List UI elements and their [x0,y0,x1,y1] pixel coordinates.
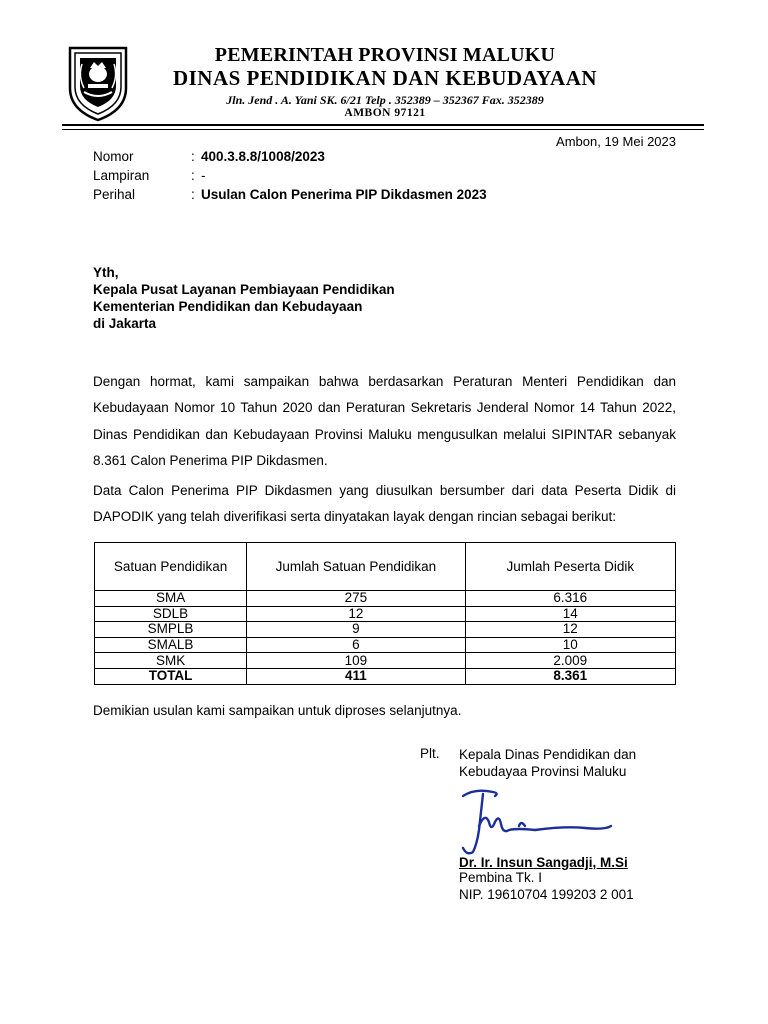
table-cell: SDLB [95,606,247,622]
table-cell: 6.316 [465,591,675,607]
closing-sentence: Demikian usulan kami sampaikan untuk diproses selanjutnya. [93,703,462,718]
table-row [95,637,676,653]
table-cell: 9 [247,622,465,638]
meta-row-lampiran [93,168,487,187]
letter-meta [93,149,487,206]
letterhead-rule-thin [62,129,704,130]
meta-value-lampiran: - [201,168,206,183]
table-row [95,606,676,622]
letterhead-city: AMBON 97121 [344,107,426,119]
addressee-line: Kepala Pusat Layanan Pembiayaan Pendidikan [93,282,395,297]
meta-separator: : [191,168,195,183]
signatory-nip: NIP. 19610704 199203 2 001 [459,887,634,902]
addressee-line: Yth, [93,265,119,280]
handwritten-signature [455,782,630,862]
table-cell: SMPLB [95,622,247,638]
meta-separator: : [191,187,195,202]
table-header: Jumlah Peserta Didik [465,543,675,591]
table-cell: 12 [465,622,675,638]
table-cell: 411 [247,668,465,684]
meta-value-nomor: 400.3.8.8/1008/2023 [201,149,325,164]
table-row [95,653,676,669]
letterhead-address: Jln. Jend . A. Yani SK. 6/21 Telp . 352389 – 352367 Fax. 352389 [226,93,544,107]
table-cell: 14 [465,606,675,622]
table-cell: 109 [247,653,465,669]
table-cell: 6 [247,637,465,653]
table-row [95,622,676,638]
table-header-row [95,543,676,591]
table-total-row [95,668,676,684]
meta-row-perihal [93,187,487,206]
meta-label: Perihal [93,187,136,202]
letterhead-government: PEMERINTAH PROVINSI MALUKU [214,44,556,66]
signatory-title [459,746,636,780]
signatory-title-line: Kebudayaa Provinsi Maluku [459,764,627,779]
letter-date: Ambon, 19 Mei 2023 [556,134,676,149]
signatory-title-line: Kepala Dinas Pendidikan dan [459,747,637,762]
table-cell: 12 [247,606,465,622]
meta-value-perihal: Usulan Calon Penerima PIP Dikdasmen 2023 [201,187,487,202]
table-cell: SMA [95,591,247,607]
signatory-name: Dr. Ir. Insun Sangadji, M.Si [459,855,628,870]
letterhead-rule-thick [62,124,704,126]
addressee-block [93,264,395,332]
meta-label: Nomor [93,149,134,164]
signatory-rank: Pembina Tk. I [459,870,543,885]
signatory-prefix: Plt. [420,746,440,761]
letterhead-agency: DINAS PENDIDIKAN DAN KEBUDAYAAN [172,66,598,90]
provincial-emblem-icon [66,44,130,122]
table-row [95,591,676,607]
addressee-line: di Jakarta [93,316,157,331]
body-paragraph-2: Data Calon Penerima PIP Dikdasmen yang diusulkan bersumber dari data Peserta Didik di DAPODIK yang telah diverifikasi serta dinyatakan layak dengan rincian sebagai berikut: [93,483,676,525]
table-header: Jumlah Satuan Pendidikan [247,543,465,591]
table-header: Satuan Pendidikan [95,543,247,591]
table-cell: 275 [247,591,465,607]
table-cell: SMALB [95,637,247,653]
table-cell: SMK [95,653,247,669]
table-cell: TOTAL [95,668,247,684]
table-cell: 10 [465,637,675,653]
meta-label: Lampiran [93,168,150,183]
meta-row-nomor [93,149,487,168]
addressee-line: Kementerian Pendidikan dan Kebudayaan [93,299,363,314]
recipients-table [94,542,676,685]
table-cell: 2.009 [465,653,675,669]
body-paragraph-1: Dengan hormat, kami sampaikan bahwa berdasarkan Peraturan Menteri Pendidikan dan Kebudayaan Nomor 10 Tahun 2020 dan Peraturan Sekretaris Jenderal Nomor 14 Tahun 2022, Dinas Pendidikan dan Kebudayaan Provinsi Maluku mengusulkan melalui SIPINTAR sebanyak 8.361 Calon Penerima PIP Dikdasmen. [93,374,676,469]
meta-separator: : [191,149,195,164]
table-cell: 8.361 [465,668,675,684]
